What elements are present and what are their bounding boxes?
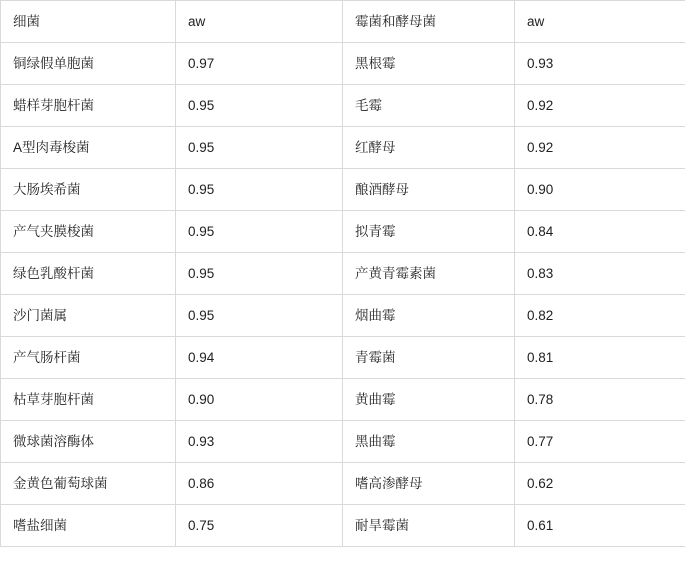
cell-fungus-name: 毛霉 (343, 85, 515, 127)
table-row (1, 253, 685, 295)
cell-fungus-name: 嗜高渗酵母 (343, 463, 515, 505)
cell-bacteria-aw: 0.94 (176, 337, 343, 379)
cell-bacteria-aw: 0.95 (176, 211, 343, 253)
cell-fungus-aw: 0.62 (515, 463, 685, 505)
cell-fungus-aw: 0.81 (515, 337, 685, 379)
cell-fungus-name: 黑根霉 (343, 43, 515, 85)
cell-bacteria-name: 蜡样芽胞杆菌 (1, 85, 176, 127)
cell-bacteria-aw: 0.93 (176, 421, 343, 463)
column-header-aw-bacteria: aw (176, 1, 343, 43)
cell-bacteria-aw: 0.90 (176, 379, 343, 421)
cell-bacteria-aw: 0.97 (176, 43, 343, 85)
cell-fungus-name: 酿酒酵母 (343, 169, 515, 211)
table-row (1, 337, 685, 379)
cell-fungus-aw: 0.93 (515, 43, 685, 85)
cell-fungus-name: 拟青霉 (343, 211, 515, 253)
cell-bacteria-aw: 0.95 (176, 85, 343, 127)
cell-bacteria-aw: 0.75 (176, 505, 343, 547)
table-row (1, 295, 685, 337)
cell-fungus-name: 黑曲霉 (343, 421, 515, 463)
cell-fungus-name: 烟曲霉 (343, 295, 515, 337)
cell-bacteria-name: 铜绿假单胞菌 (1, 43, 176, 85)
cell-bacteria-aw: 0.95 (176, 253, 343, 295)
cell-bacteria-name: 微球菌溶酶体 (1, 421, 176, 463)
table-row (1, 421, 685, 463)
cell-fungus-aw: 0.82 (515, 295, 685, 337)
cell-fungus-name: 黄曲霉 (343, 379, 515, 421)
table-row (1, 505, 685, 547)
cell-bacteria-name: 金黄色葡萄球菌 (1, 463, 176, 505)
cell-fungus-aw: 0.78 (515, 379, 685, 421)
cell-bacteria-aw: 0.95 (176, 295, 343, 337)
table-row (1, 463, 685, 505)
cell-bacteria-aw: 0.95 (176, 169, 343, 211)
cell-fungus-aw: 0.92 (515, 85, 685, 127)
cell-bacteria-aw: 0.95 (176, 127, 343, 169)
cell-bacteria-name: 枯草芽胞杆菌 (1, 379, 176, 421)
table-body (1, 1, 685, 547)
cell-bacteria-name: 沙门菌属 (1, 295, 176, 337)
table-header-row (1, 1, 685, 43)
cell-fungus-aw: 0.84 (515, 211, 685, 253)
table-row (1, 127, 685, 169)
cell-fungus-aw: 0.77 (515, 421, 685, 463)
cell-bacteria-name: 大肠埃希菌 (1, 169, 176, 211)
cell-bacteria-name: A型肉毒梭菌 (1, 127, 176, 169)
table-row (1, 43, 685, 85)
cell-fungus-aw: 0.61 (515, 505, 685, 547)
table-row (1, 85, 685, 127)
column-header-molds-yeasts: 霉菌和酵母菌 (343, 1, 515, 43)
cell-fungus-aw: 0.83 (515, 253, 685, 295)
cell-fungus-name: 耐旱霉菌 (343, 505, 515, 547)
cell-fungus-name: 产黄青霉素菌 (343, 253, 515, 295)
table-row (1, 379, 685, 421)
column-header-bacteria: 细菌 (1, 1, 176, 43)
table-row (1, 211, 685, 253)
cell-fungus-name: 红酵母 (343, 127, 515, 169)
table-row (1, 169, 685, 211)
cell-fungus-aw: 0.92 (515, 127, 685, 169)
cell-bacteria-name: 产气夹膜梭菌 (1, 211, 176, 253)
cell-bacteria-name: 产气肠杆菌 (1, 337, 176, 379)
cell-bacteria-aw: 0.86 (176, 463, 343, 505)
cell-fungus-name: 青霉菌 (343, 337, 515, 379)
cell-bacteria-name: 嗜盐细菌 (1, 505, 176, 547)
column-header-aw-molds-yeasts: aw (515, 1, 685, 43)
cell-bacteria-name: 绿色乳酸杆菌 (1, 253, 176, 295)
cell-fungus-aw: 0.90 (515, 169, 685, 211)
